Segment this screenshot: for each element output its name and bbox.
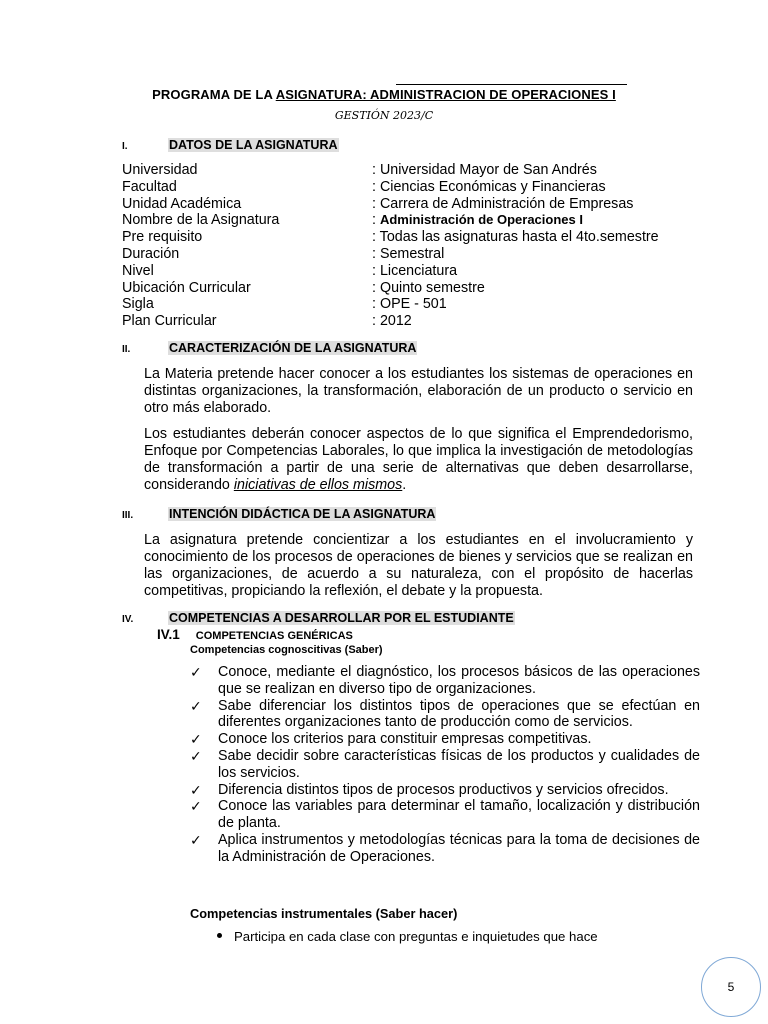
title-rule — [396, 84, 627, 85]
info-row: Pre requisito : Todas las asignaturas hasta el 4to.semestre — [122, 229, 659, 246]
section-3-title: INTENCIÓN DIDÁCTICA DE LA ASIGNATURA — [169, 507, 436, 521]
checkmark-icon: ✓ — [190, 831, 202, 848]
section-2-title: CARACTERIZACIÓN DE LA ASIGNATURA — [169, 341, 417, 355]
list-item: Participa en cada clase con preguntas e inquietudes que hace — [217, 929, 598, 944]
page-number: 5 — [727, 980, 735, 994]
subsection-heading: IV.1 COMPETENCIAS GENÉRICAS — [157, 627, 353, 642]
info-row: Nivel : Licenciatura — [122, 262, 458, 279]
cognoscitivas-list — [190, 664, 700, 866]
list-item: ✓ Conoce los criterios para constituir empresas competitivas. — [190, 731, 592, 748]
title-prefix: PROGRAMA DE LA — [152, 87, 276, 102]
caracterizacion-paragraph-2: Los estudiantes deberán conocer aspectos de lo que significa el Emprendedorismo, Enfoque por Competencias Laborales, lo que implica la investigación de metodologías de transformación a partir de una serie de alternativas que deben desarrollarse, considerando iniciativas de ellos mismos. — [144, 426, 693, 493]
list-item: ✓ Sabe decidir sobre características físicas de los productos y cualidades de los servicios. — [190, 747, 700, 781]
section-2-number: II. — [122, 344, 131, 355]
list-item: ✓ Conoce, mediante el diagnóstico, los procesos básicos de las operaciones que se realizan en diverso tipo de organizaciones. — [190, 664, 700, 697]
info-row: Unidad Académica : Carrera de Administración de Empresas — [122, 195, 634, 212]
caracterizacion-paragraph-1: La Materia pretende hacer conocer a los estudiantes los sistemas de operaciones en distintas organizaciones, la transformación, elaboración de un producto o servicio en otro más elaborado. — [144, 366, 693, 416]
cognoscitivas-heading: Competencias cognoscitivas (Saber) — [190, 644, 383, 656]
page-number-badge — [701, 957, 761, 1017]
section-1-title: DATOS DE LA ASIGNATURA — [169, 138, 338, 152]
title-main: ASIGNATURA: ADMINISTRACION DE OPERACIONES I — [275, 87, 616, 102]
list-item: ✓ Aplica instrumentos y metodologías técnicas para la toma de decisiones de la Administración de Operaciones. — [190, 831, 700, 865]
list-item: ✓ Sabe diferenciar los distintos tipos de operaciones que se efectúan en diferentes organizaciones tanto de producción como de servicios. — [190, 697, 700, 731]
document-title — [0, 87, 768, 102]
info-row: Universidad : Universidad Mayor de San Andrés — [122, 162, 597, 178]
checkmark-icon: ✓ — [190, 731, 202, 748]
list-item: ✓ Conoce las variables para determinar el tamaño, localización y distribución de planta. — [190, 798, 700, 832]
checkmark-icon: ✓ — [190, 747, 202, 764]
info-row: Duración : Semestral — [122, 245, 445, 262]
section-4-title: COMPETENCIAS A DESARROLLAR POR EL ESTUDIANTE — [169, 611, 514, 625]
checkmark-icon: ✓ — [190, 664, 202, 680]
info-row: Sigla : OPE - 501 — [122, 296, 447, 313]
checkmark-icon: ✓ — [190, 798, 202, 815]
checkmark-icon: ✓ — [190, 697, 202, 714]
list-item: ✓ Diferencia distintos tipos de procesos productivos y servicios ofrecidos. — [190, 781, 669, 798]
course-info-table — [122, 162, 722, 330]
checkmark-icon: ✓ — [190, 781, 202, 798]
intencion-paragraph: La asignatura pretende concientizar a los estudiantes en el involucramiento y conocimiento de los procesos de operaciones de bienes y servicios que se realizan en las organizaciones, de acuerdo a su naturaleza, con el propósito de hacerlas competitivas, propiciando la reflexión, el debate y la propuesta. — [144, 532, 693, 599]
section-4-number: IV. — [122, 614, 134, 625]
instrumentales-heading: Competencias instrumentales (Saber hacer) — [190, 906, 458, 921]
info-row: Facultad : Ciencias Económicas y Financieras — [122, 178, 606, 195]
section-3-number: III. — [122, 510, 134, 521]
bullet-icon — [217, 933, 222, 938]
gestion-label: GESTIÓN 2023/C — [334, 109, 434, 122]
info-row: Nombre de la Asignatura : Administración de Operaciones I — [122, 212, 583, 229]
info-row: Plan Curricular : 2012 — [122, 313, 412, 330]
info-row: Ubicación Curricular : Quinto semestre — [122, 279, 485, 296]
section-1-number: I. — [122, 141, 128, 152]
